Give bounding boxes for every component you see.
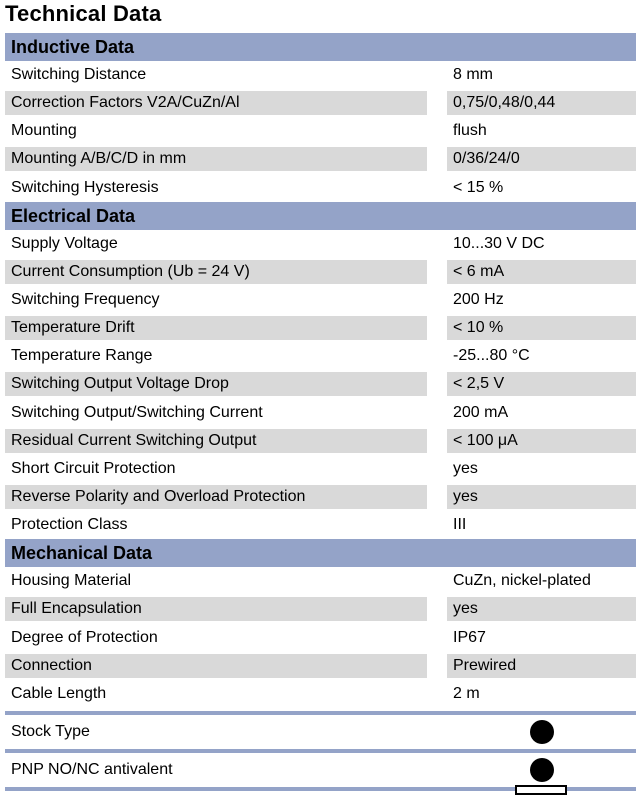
row-value: yes bbox=[453, 459, 478, 477]
filled-circle-icon bbox=[530, 720, 554, 744]
row-label: Switching Output Voltage Drop bbox=[5, 372, 427, 396]
row-value: 8 mm bbox=[453, 66, 493, 83]
row-label: Temperature Drift bbox=[5, 316, 427, 340]
row-label: Switching Hysteresis bbox=[11, 178, 159, 196]
table-row bbox=[5, 342, 636, 370]
table-row bbox=[5, 680, 636, 708]
row-value: IP67 bbox=[453, 628, 486, 646]
table-row bbox=[5, 145, 636, 173]
row-label: Cable Length bbox=[11, 684, 107, 702]
page-title: Technical Data bbox=[5, 1, 162, 26]
row-label: Mounting A/B/C/D in mm bbox=[5, 147, 427, 171]
row-label: Supply Voltage bbox=[11, 234, 118, 252]
feature-label: Stock Type bbox=[11, 722, 90, 740]
row-label: Temperature Range bbox=[11, 347, 153, 365]
table-row bbox=[5, 511, 636, 539]
row-value: < 6 mA bbox=[447, 260, 636, 284]
row-label: Protection Class bbox=[11, 516, 128, 534]
table-row bbox=[5, 61, 636, 89]
row-value: CuZn, nickel-plated bbox=[453, 572, 591, 590]
row-value: -25...80 °C bbox=[453, 347, 530, 365]
table-row bbox=[5, 230, 636, 258]
table-row bbox=[5, 258, 636, 286]
section-header-inductive: Inductive Data bbox=[5, 33, 636, 61]
table-row bbox=[5, 595, 636, 623]
row-label: Switching Distance bbox=[11, 66, 147, 83]
row-value: Prewired bbox=[447, 654, 636, 678]
filled-circle-icon bbox=[530, 758, 554, 782]
table-row bbox=[5, 117, 636, 145]
table-row bbox=[5, 652, 636, 680]
feature-row-stock-type bbox=[5, 717, 636, 746]
row-value: 10...30 V DC bbox=[453, 234, 545, 252]
row-label: Housing Material bbox=[11, 572, 132, 590]
row-label: Switching Frequency bbox=[11, 290, 160, 308]
row-value: III bbox=[453, 516, 467, 534]
table-row bbox=[5, 370, 636, 398]
row-label: Full Encapsulation bbox=[5, 597, 427, 621]
row-value: 0/36/24/0 bbox=[447, 147, 636, 171]
row-value: flush bbox=[453, 122, 487, 140]
row-value: < 2,5 V bbox=[447, 372, 636, 396]
row-label: Connection bbox=[5, 654, 427, 678]
section-header-mechanical: Mechanical Data bbox=[5, 539, 636, 567]
table-row bbox=[5, 483, 636, 511]
technical-data-table bbox=[5, 33, 636, 793]
row-label: Short Circuit Protection bbox=[11, 459, 176, 477]
feature-label: PNP NO/NC antivalent bbox=[11, 760, 173, 778]
feature-row-output-type bbox=[5, 755, 636, 784]
table-row bbox=[5, 89, 636, 117]
table-row bbox=[5, 286, 636, 314]
table-row bbox=[5, 399, 636, 427]
row-value: yes bbox=[447, 485, 636, 509]
row-value: yes bbox=[447, 597, 636, 621]
row-label: Mounting bbox=[11, 122, 77, 140]
row-label: Reverse Polarity and Overload Protection bbox=[5, 485, 427, 509]
table-row bbox=[5, 174, 636, 202]
row-value: 0,75/0,48/0,44 bbox=[447, 91, 636, 115]
row-value: 200 mA bbox=[453, 403, 509, 421]
table-row bbox=[5, 314, 636, 342]
empty-checkbox-icon bbox=[515, 785, 567, 795]
divider bbox=[5, 711, 636, 715]
divider bbox=[5, 749, 636, 753]
table-row bbox=[5, 567, 636, 595]
row-label: Correction Factors V2A/CuZn/Al bbox=[5, 91, 427, 115]
row-value: < 15 % bbox=[453, 178, 504, 196]
row-label: Current Consumption (Ub = 24 V) bbox=[5, 260, 427, 284]
table-row bbox=[5, 427, 636, 455]
row-label: Residual Current Switching Output bbox=[5, 429, 427, 453]
row-value: 200 Hz bbox=[453, 290, 504, 308]
table-row bbox=[5, 624, 636, 652]
row-label: Switching Output/Switching Current bbox=[11, 403, 263, 421]
row-value: 2 m bbox=[453, 684, 480, 702]
section-header-electrical: Electrical Data bbox=[5, 202, 636, 230]
row-value: < 100 μA bbox=[447, 429, 636, 453]
row-label: Degree of Protection bbox=[11, 628, 158, 646]
row-value: < 10 % bbox=[447, 316, 636, 340]
table-row bbox=[5, 455, 636, 483]
